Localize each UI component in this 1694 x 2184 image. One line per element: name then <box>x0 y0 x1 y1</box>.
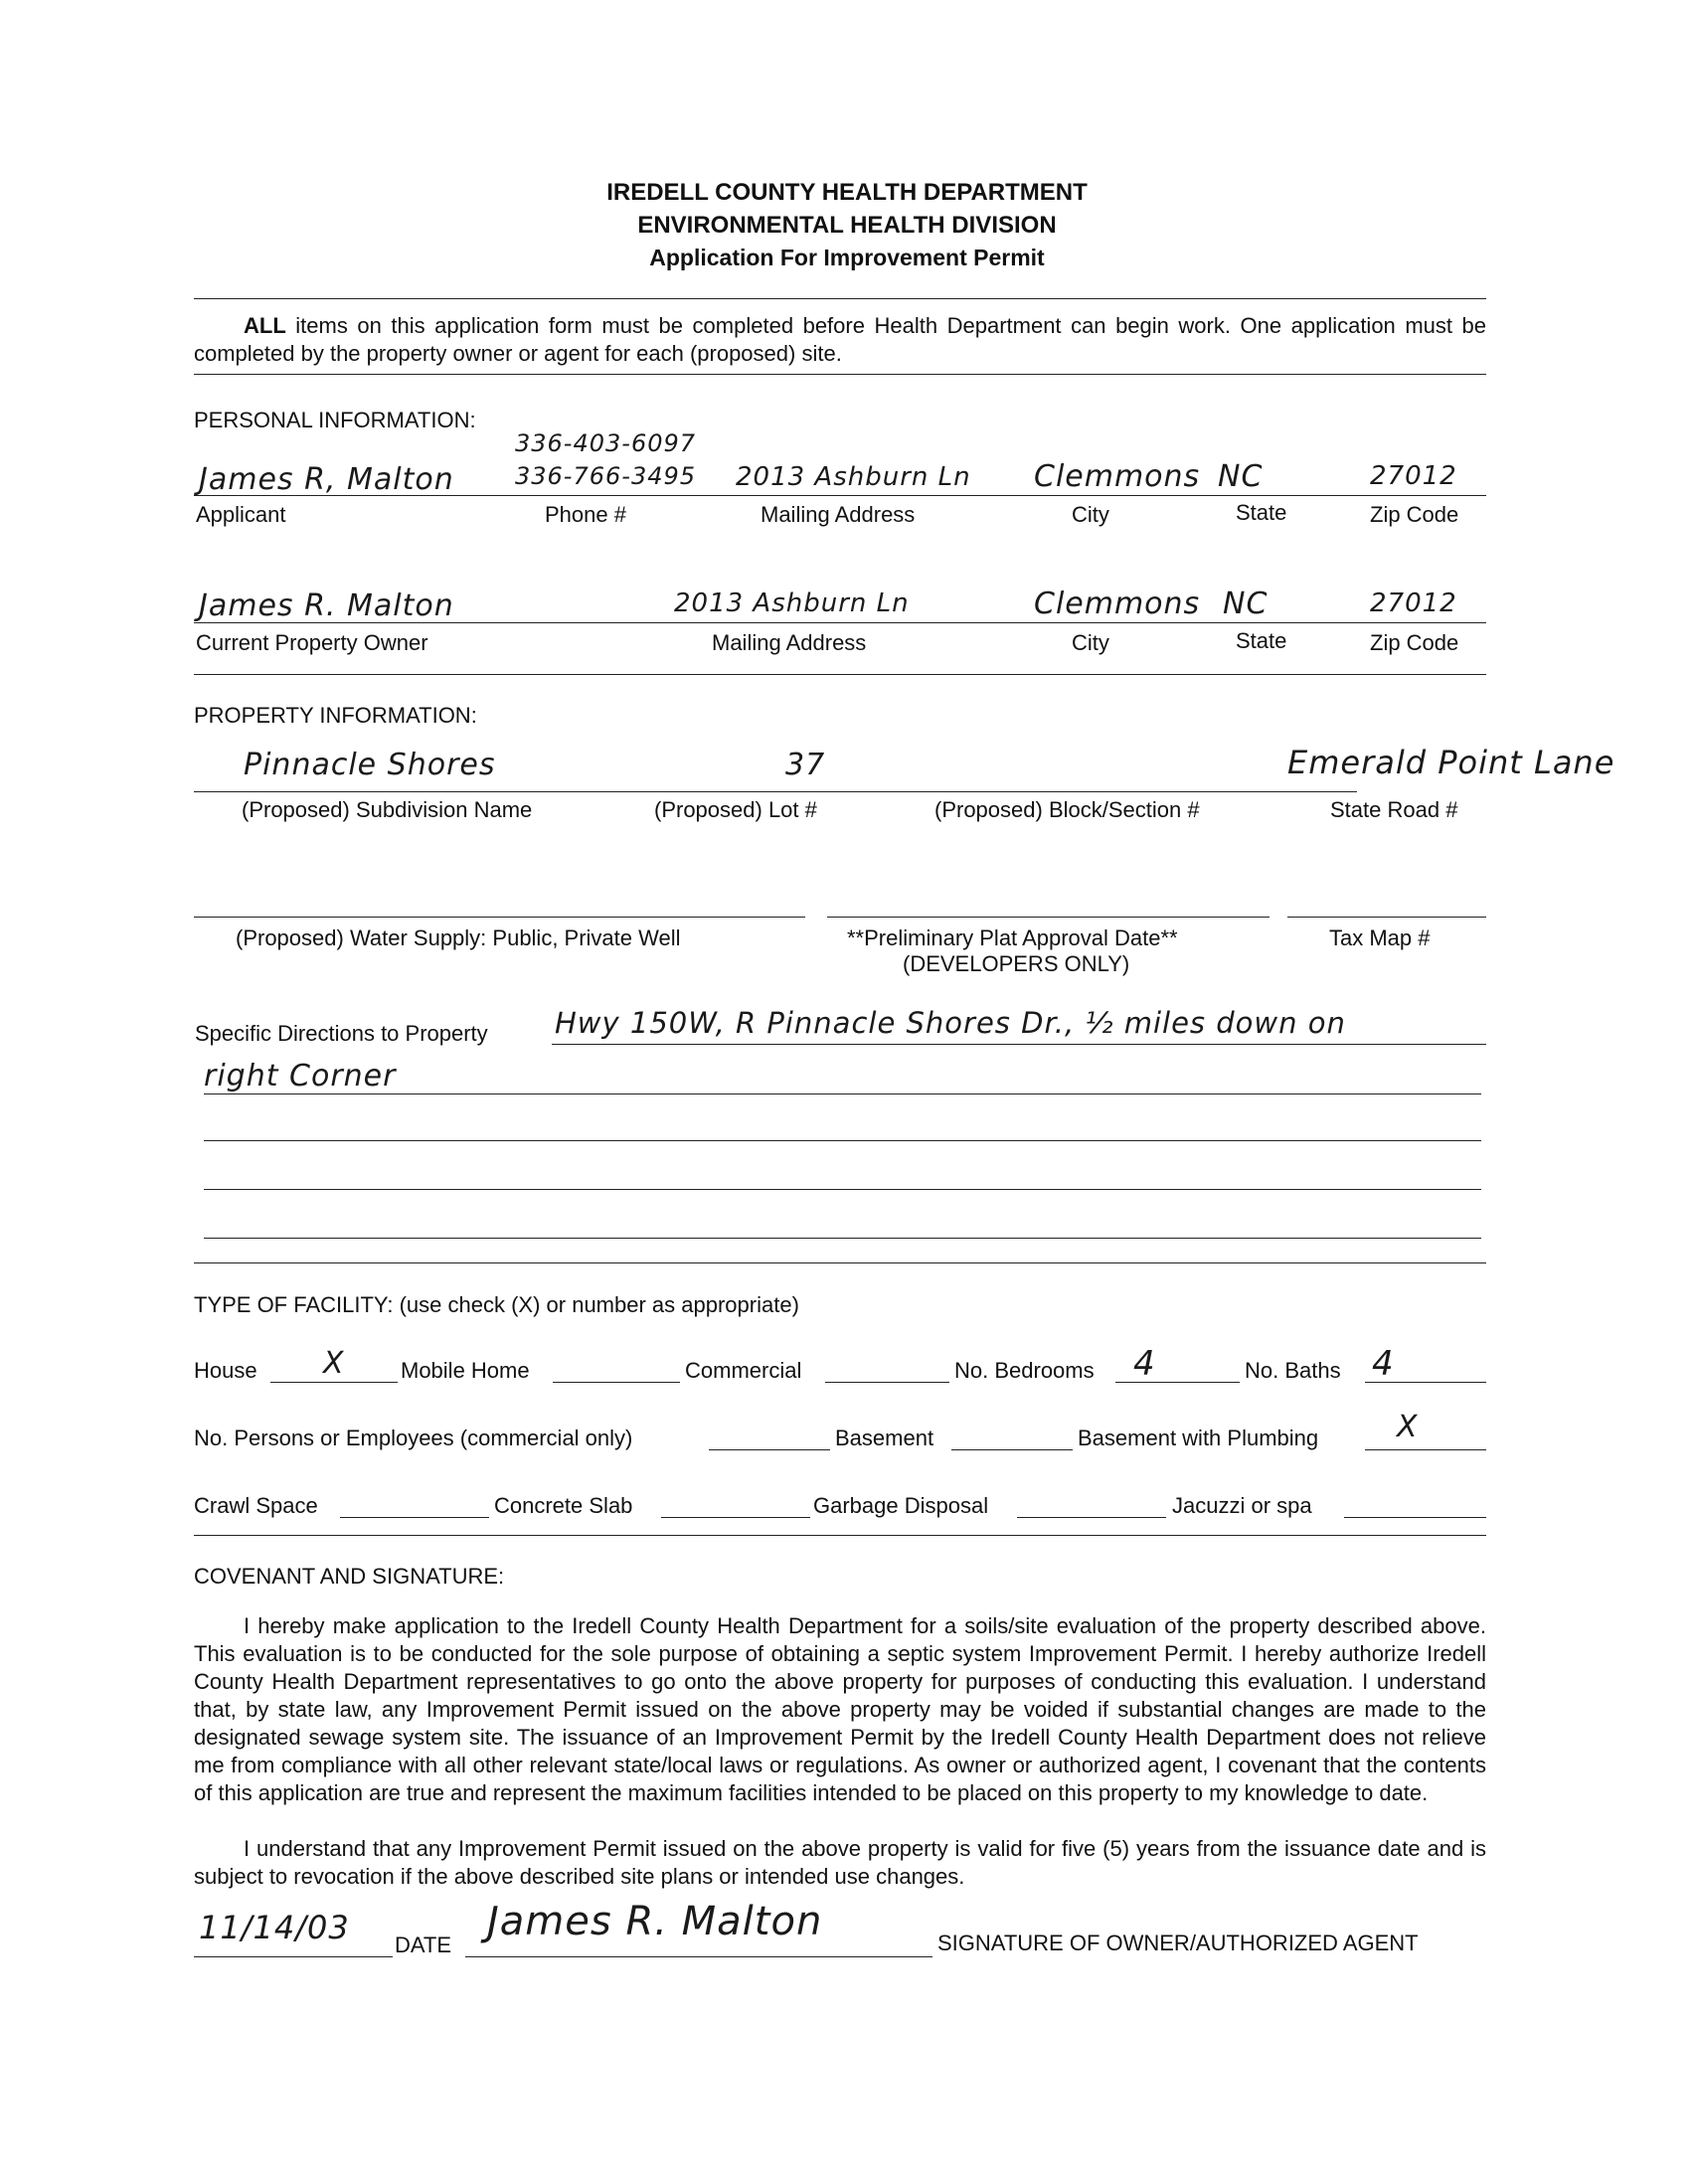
label-crawl: Crawl Space <box>194 1493 318 1518</box>
jacuzzi-line <box>1344 1517 1486 1518</box>
date-value[interactable]: 11/14/03 <box>199 1909 350 1946</box>
covenant-paragraph1: I hereby make application to the Iredell County Health Department for a soils/site evaluation of the property described above. This evaluation is to be conducted for the sole purpose of obtaining a septic system Improvement Permit. I hereby authorize Iredell County Health Department representatives to go onto the above property for purposes of conducting this evaluation. I understand that, by state law, any Improvement Permit issued on the above property may be voided if substantial changes are made to the designated sewage system site. The issuance of an Improvement Permit by the Iredell County Health Department does not relieve me from compliance with all other relevant state/local laws or regulations. As owner or authorized agent, I covenant that the contents of this application are true and represent the maximum facilities intended to be placed on this property to my knowledge to date. <box>194 1613 1486 1805</box>
applicant-state[interactable]: NC <box>1218 459 1264 494</box>
covenant-heading: COVENANT AND SIGNATURE: <box>194 1564 505 1589</box>
taxmap-line <box>1287 917 1486 918</box>
house-line <box>270 1382 398 1383</box>
applicant-phone1[interactable]: 336-403-6097 <box>515 429 697 457</box>
label-lot: (Proposed) Lot # <box>654 797 817 822</box>
signature-value[interactable]: James R. Malton <box>487 1899 823 1944</box>
covenant-paragraph2: I understand that any Improvement Permit issued on the above property is valid for five (5) years from the issuance date and is subject to revocation if the above described site plans or intended use changes. <box>194 1836 1486 1889</box>
owner-line <box>194 622 1486 623</box>
state-road-value[interactable]: Emerald Point Lane <box>1287 744 1615 781</box>
label-baths: No. Baths <box>1245 1358 1341 1383</box>
directions-line <box>204 1093 1481 1094</box>
label-garbage: Garbage Disposal <box>813 1493 989 1518</box>
directions-line2[interactable]: right Corner <box>204 1059 397 1093</box>
label-house: House <box>194 1358 257 1383</box>
applicant-city[interactable]: Clemmons <box>1034 459 1201 494</box>
label-owner-city: City <box>1072 630 1109 655</box>
divider <box>194 1535 1486 1536</box>
baths-value[interactable]: 4 <box>1372 1344 1395 1384</box>
label-mobile: Mobile Home <box>401 1358 530 1383</box>
label-basement-plumbing: Basement with Plumbing <box>1078 1426 1319 1450</box>
crawl-line <box>340 1517 489 1518</box>
facility-heading: TYPE OF FACILITY: (use check (X) or number as appropriate) <box>194 1292 799 1317</box>
label-road: State Road # <box>1330 797 1458 822</box>
label-zip: Zip Code <box>1370 502 1459 527</box>
lot-value[interactable]: 37 <box>785 748 826 782</box>
basement-plumbing-line <box>1365 1449 1486 1450</box>
label-commercial: Commercial <box>685 1358 802 1383</box>
applicant-name[interactable]: James R, Malton <box>199 462 454 497</box>
plat-line <box>827 917 1270 918</box>
divider <box>194 374 1486 375</box>
label-subdivision: (Proposed) Subdivision Name <box>242 797 533 822</box>
label-water: (Proposed) Water Supply: Public, Private Well <box>236 925 681 950</box>
intro-body: items on this application form must be completed before Health Department can begin work. One application must be completed by the property owner or agent for each (proposed) site. <box>194 313 1486 366</box>
owner-address[interactable]: 2013 Ashburn Ln <box>674 588 910 618</box>
divider <box>194 298 1486 299</box>
basement-line <box>951 1449 1073 1450</box>
label-owner: Current Property Owner <box>196 630 428 655</box>
mobile-line <box>553 1382 680 1383</box>
label-date: DATE <box>395 1932 452 1957</box>
header-line2: ENVIRONMENTAL HEALTH DIVISION <box>637 212 1057 239</box>
label-block: (Proposed) Block/Section # <box>934 797 1200 822</box>
intro-text <box>194 312 1486 368</box>
subdivision-value[interactable]: Pinnacle Shores <box>244 748 496 782</box>
signature-line <box>465 1956 932 1957</box>
garbage-line <box>1017 1517 1166 1518</box>
personal-heading: PERSONAL INFORMATION: <box>194 408 476 432</box>
applicant-line <box>194 495 1486 496</box>
bedrooms-value[interactable]: 4 <box>1133 1344 1156 1384</box>
owner-state[interactable]: NC <box>1223 587 1269 621</box>
label-address: Mailing Address <box>761 502 916 527</box>
label-state: State <box>1236 500 1287 525</box>
header-line3: Application For Improvement Permit <box>649 245 1045 270</box>
house-value[interactable]: X <box>323 1346 345 1381</box>
label-phone: Phone # <box>545 502 626 527</box>
property-line <box>194 791 1357 792</box>
directions-line <box>204 1238 1481 1239</box>
basement-plumbing-value[interactable]: X <box>1397 1410 1419 1444</box>
owner-name[interactable]: James R. Malton <box>199 588 454 623</box>
label-plat: **Preliminary Plat Approval Date** <box>847 925 1178 950</box>
intro-bold: ALL <box>244 313 286 338</box>
water-line <box>194 917 805 918</box>
applicant-address[interactable]: 2013 Ashburn Ln <box>736 462 971 492</box>
label-basement: Basement <box>835 1426 934 1450</box>
header-line1: IREDELL COUNTY HEALTH DEPARTMENT <box>606 179 1088 206</box>
property-heading: PROPERTY INFORMATION: <box>194 703 477 728</box>
label-plat-developers: (DEVELOPERS ONLY) <box>903 951 1130 976</box>
applicant-zip[interactable]: 27012 <box>1370 461 1457 491</box>
label-owner-state: State <box>1236 628 1287 653</box>
divider <box>194 674 1486 675</box>
label-applicant: Applicant <box>196 502 286 527</box>
label-owner-zip: Zip Code <box>1370 630 1459 655</box>
applicant-phone2[interactable]: 336-766-3495 <box>515 462 697 490</box>
directions-line1[interactable]: Hwy 150W, R Pinnacle Shores Dr., ½ miles down on <box>555 1006 1346 1040</box>
label-jacuzzi: Jacuzzi or spa <box>1172 1493 1312 1518</box>
owner-zip[interactable]: 27012 <box>1370 588 1457 618</box>
date-line <box>194 1956 393 1957</box>
directions-line <box>204 1140 1481 1141</box>
label-persons: No. Persons or Employees (commercial only) <box>194 1426 633 1450</box>
label-bedrooms: No. Bedrooms <box>954 1358 1095 1383</box>
divider <box>194 1262 1486 1263</box>
label-owner-address: Mailing Address <box>712 630 867 655</box>
label-signature: SIGNATURE OF OWNER/AUTHORIZED AGENT <box>937 1931 1419 1955</box>
persons-line <box>709 1449 830 1450</box>
directions-line <box>204 1189 1481 1190</box>
label-slab: Concrete Slab <box>494 1493 633 1518</box>
label-city: City <box>1072 502 1109 527</box>
label-taxmap: Tax Map # <box>1329 925 1431 950</box>
commercial-line <box>825 1382 949 1383</box>
label-directions: Specific Directions to Property <box>195 1021 488 1046</box>
slab-line <box>661 1517 810 1518</box>
owner-city[interactable]: Clemmons <box>1034 587 1201 621</box>
directions-underline <box>552 1044 1486 1045</box>
